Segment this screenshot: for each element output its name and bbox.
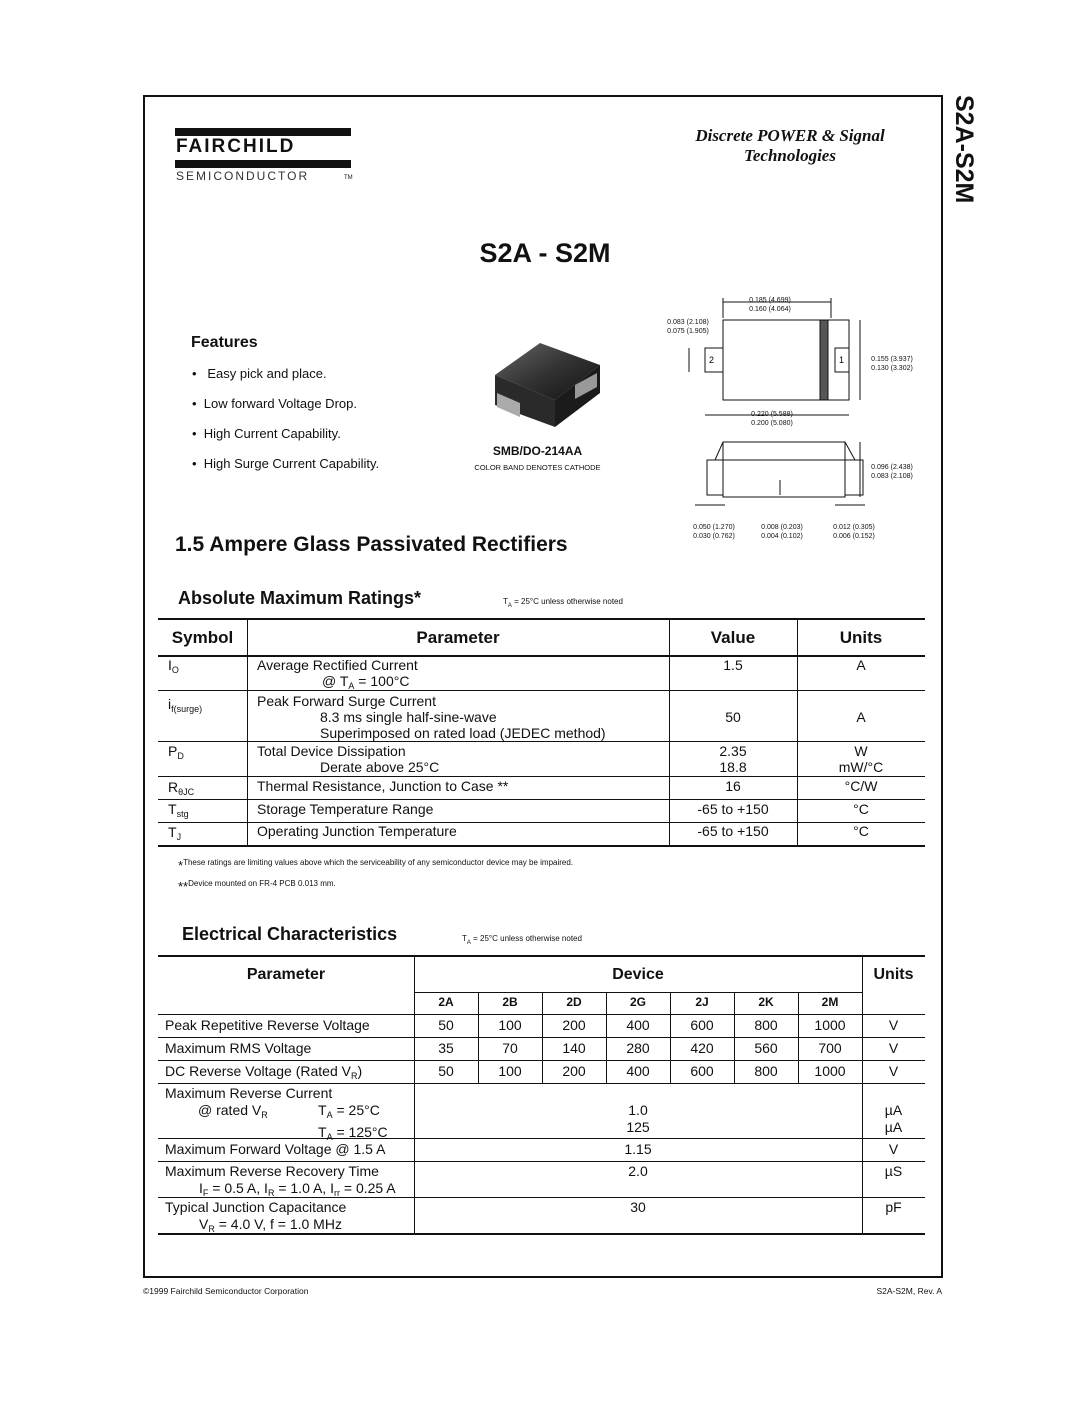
feature-text: High Current Capability. xyxy=(203,426,341,441)
param-sub: A xyxy=(326,1132,333,1142)
elec-condition xyxy=(462,934,582,946)
dim-text: 0.006 (0.152) xyxy=(833,533,875,540)
logo-sub: SEMICONDUCTOR xyxy=(176,169,310,183)
table-rule xyxy=(414,992,862,993)
value-cell: -65 to +150 xyxy=(697,801,769,817)
dim-text: 0.160 (4.064) xyxy=(749,306,791,313)
feature-text: Low forward Voltage Drop. xyxy=(203,396,357,411)
sym: T xyxy=(168,824,177,840)
table-rule xyxy=(158,799,925,800)
param-cell xyxy=(165,1085,388,1146)
value-cell: 1.5 xyxy=(723,657,743,673)
list-item: • High Surge Current Capability. xyxy=(192,456,380,471)
value-line: 1.0 xyxy=(628,1102,648,1118)
tagline xyxy=(660,126,920,166)
units-cell: A xyxy=(856,709,866,725)
col-header-units: Units xyxy=(873,966,914,983)
param-line: Derate above 25°C xyxy=(320,759,440,775)
dim-text: 0.083 (2.108) xyxy=(667,319,709,326)
part-title: S2A - S2M xyxy=(479,238,611,268)
footnote-2 xyxy=(178,879,336,894)
value-cell: 1000 xyxy=(814,1063,846,1079)
value-cell: 600 xyxy=(690,1063,714,1079)
dim-text: 0.004 (0.102) xyxy=(761,533,803,540)
units-cell: V xyxy=(888,1063,899,1079)
dim-lead-length xyxy=(688,523,740,541)
dim-text: 0.083 (2.108) xyxy=(871,473,913,480)
tagline-line2: Technologies xyxy=(744,146,836,165)
units-cell: V xyxy=(888,1040,899,1056)
value-line: 2.35 xyxy=(719,743,747,759)
col-header-parameter: Parameter xyxy=(246,966,326,983)
param-part: @ rated V xyxy=(198,1102,262,1118)
note-text: These ratings are limiting values above which the serviceability of any semiconductor device may be impaired. xyxy=(183,858,574,867)
value-cell: 1000 xyxy=(814,1017,846,1033)
value-cell: 35 xyxy=(438,1040,454,1056)
param-line: Peak Forward Surge Current xyxy=(257,693,436,709)
value-cell: 100 xyxy=(498,1017,522,1033)
symbol-cell xyxy=(168,824,181,842)
param-line: Average Rectified Current xyxy=(257,657,418,673)
value-cell: 100 xyxy=(498,1063,522,1079)
dim-text: 0.155 (3.937) xyxy=(871,356,913,363)
param-part: T xyxy=(318,1102,327,1118)
units-line: W xyxy=(854,743,868,759)
temp-cond-1 xyxy=(318,1102,380,1124)
logo-bar-top xyxy=(175,128,351,136)
device-header: 2K xyxy=(758,995,774,1009)
note-mark: * xyxy=(178,858,184,873)
units-cell: pF xyxy=(885,1199,902,1215)
value-cell: 280 xyxy=(626,1040,650,1056)
table-rule xyxy=(158,845,925,847)
col-header-symbol: Symbol xyxy=(171,628,234,647)
param-part: = 25°C xyxy=(332,1102,380,1118)
dim-lead-thickness xyxy=(826,523,882,541)
value-cell: 70 xyxy=(502,1040,518,1056)
side-title-text: S2A-S2M xyxy=(950,95,978,204)
units-cell: A xyxy=(856,657,866,673)
symbol-cell xyxy=(168,779,194,797)
table-rule xyxy=(158,776,925,777)
symbol-cell xyxy=(168,696,202,714)
dim-text: 0.050 (1.270) xyxy=(693,524,735,531)
cond-sub: A xyxy=(466,940,471,946)
value-cell: 30 xyxy=(630,1199,646,1215)
value-line: 18.8 xyxy=(719,759,747,775)
value-cell: 2.0 xyxy=(628,1163,648,1179)
param-part: = 0.5 A, I xyxy=(208,1180,268,1196)
cond-t: T xyxy=(462,934,467,943)
sym: P xyxy=(168,743,178,759)
dim-height-right xyxy=(862,355,922,373)
table-rule xyxy=(158,1161,925,1162)
symbol-cell xyxy=(168,801,189,819)
symbol-cell xyxy=(168,743,184,761)
param-sub: A xyxy=(348,681,355,691)
pin-1-label: 1 xyxy=(839,355,845,365)
cond-rest: = 25°C unless otherwise noted xyxy=(470,934,582,943)
value-cell: 50 xyxy=(725,709,741,725)
param-line: Typical Junction Capacitance xyxy=(165,1199,347,1215)
value-cell: 560 xyxy=(754,1040,778,1056)
table-rule xyxy=(158,618,925,620)
param-sub: R xyxy=(267,1188,275,1198)
value-cell: 420 xyxy=(690,1040,714,1056)
param-sub: R xyxy=(208,1224,215,1234)
value-cell: 50 xyxy=(438,1063,454,1079)
dim-text: 0.012 (0.305) xyxy=(833,524,875,531)
value-cell: 16 xyxy=(725,778,741,794)
dim-text: 0.096 (2.438) xyxy=(871,464,913,471)
value-cell: 200 xyxy=(562,1063,586,1079)
sym-sub: D xyxy=(177,751,184,761)
param-line: Maximum Reverse Current xyxy=(165,1085,333,1101)
section-subtitle: 1.5 Ampere Glass Passivated Rectifiers xyxy=(175,533,568,556)
package-note: COLOR BAND DENOTES CATHODE xyxy=(474,463,601,472)
param-cell xyxy=(257,693,606,741)
param-part: = 4.0 V, f = 1.0 MHz xyxy=(214,1216,342,1232)
param-cell xyxy=(257,743,439,775)
param-line: Maximum Reverse Recovery Time xyxy=(165,1163,379,1179)
param-cell xyxy=(257,657,418,694)
param-line: Superimposed on rated load (JEDEC method) xyxy=(320,725,606,741)
param-cell xyxy=(165,1163,396,1202)
dim-length xyxy=(712,410,832,428)
list-item: • Easy pick and place. xyxy=(192,366,327,381)
param-line xyxy=(165,1216,346,1238)
side-part-title xyxy=(945,95,981,295)
symbol-cell xyxy=(168,657,179,675)
dim-text: 0.185 (4.699) xyxy=(749,297,791,304)
pin-2-label: 2 xyxy=(709,355,715,365)
param-part: V xyxy=(199,1216,209,1232)
value-cell: 800 xyxy=(754,1063,778,1079)
dim-text: 0.130 (3.302) xyxy=(871,365,913,372)
elec-heading: Electrical Characteristics xyxy=(182,924,398,944)
device-header: 2G xyxy=(629,995,646,1009)
sym-sub: stg xyxy=(176,809,189,819)
param-line: 8.3 ms single half-sine-wave xyxy=(320,709,497,725)
param-part: @ T xyxy=(322,673,349,689)
dim-width-top xyxy=(700,296,840,314)
footer-revision: S2A-S2M, Rev. A xyxy=(876,1286,942,1296)
table-rule xyxy=(158,955,925,957)
units-cell: °C/W xyxy=(844,778,878,794)
units-line: mW/°C xyxy=(838,759,884,775)
param-cell: Storage Temperature Range xyxy=(257,801,434,817)
dim-text: 0.220 (5.588) xyxy=(751,411,793,418)
value-cell: 1.15 xyxy=(624,1141,652,1157)
tagline-line1: Discrete POWER & Signal xyxy=(695,126,885,145)
sym: i xyxy=(168,696,172,712)
dim-thickness xyxy=(862,463,922,481)
units-cell: V xyxy=(888,1141,899,1157)
units-cell: V xyxy=(888,1017,899,1033)
param-cell xyxy=(165,1063,362,1081)
abs-max-condition xyxy=(503,597,623,609)
param-part: = 100°C xyxy=(354,673,410,689)
device-header: 2J xyxy=(695,995,709,1009)
value-cell: 600 xyxy=(690,1017,714,1033)
param-line xyxy=(165,1102,388,1124)
param-line: Total Device Dissipation xyxy=(257,743,406,759)
logo-bar-bottom xyxy=(175,160,351,168)
param-part: = 1.0 A, I xyxy=(274,1180,334,1196)
param-cell: Operating Junction Temperature xyxy=(257,823,457,839)
logo-tm: TM xyxy=(344,175,353,181)
col-header-value: Value xyxy=(710,628,756,647)
value-cell: 700 xyxy=(818,1040,842,1056)
value-cell: 200 xyxy=(562,1017,586,1033)
table-rule xyxy=(158,741,925,742)
dim-text: 0.008 (0.203) xyxy=(761,524,803,531)
dim-text: 0.075 (1.905) xyxy=(667,328,709,335)
param-cell: Thermal Resistance, Junction to Case ** xyxy=(257,778,509,794)
table-col-rule xyxy=(247,618,248,846)
col-header-units: Units xyxy=(839,628,883,647)
cond-rest: = 25°C unless otherwise noted xyxy=(511,597,623,606)
sym-sub: O xyxy=(171,665,179,675)
sym: I xyxy=(168,657,172,673)
sym: T xyxy=(168,801,177,817)
param-part: ) xyxy=(357,1063,363,1079)
param-part: = 0.25 A xyxy=(339,1180,396,1196)
value-cell: 800 xyxy=(754,1017,778,1033)
units-line: µA xyxy=(884,1119,903,1135)
cond-t: T xyxy=(503,597,508,606)
table-col-rule xyxy=(862,955,863,1234)
device-header: 2D xyxy=(566,995,582,1009)
value-cell: 140 xyxy=(562,1040,586,1056)
list-item: • High Current Capability. xyxy=(192,426,341,441)
logo-name: FAIRCHILD xyxy=(176,136,296,157)
device-header: 2B xyxy=(502,995,518,1009)
value-cell: 400 xyxy=(626,1063,650,1079)
dim-standoff xyxy=(752,523,812,541)
list-item: • Low forward Voltage Drop. xyxy=(192,396,357,411)
value-cell: 50 xyxy=(438,1017,454,1033)
param-cell xyxy=(165,1199,346,1238)
value-cell: -65 to +150 xyxy=(697,823,769,839)
sym-sub: θJC xyxy=(178,787,195,797)
param-part: T xyxy=(318,1124,327,1140)
units-cell: µS xyxy=(884,1163,903,1179)
param-cell: Maximum RMS Voltage xyxy=(165,1040,312,1056)
col-header-parameter: Parameter xyxy=(416,628,500,647)
note-mark: ** xyxy=(178,879,189,894)
param-sub: rr xyxy=(333,1188,340,1198)
cond-sub: A xyxy=(507,603,512,609)
abs-max-heading: Absolute Maximum Ratings* xyxy=(178,588,422,608)
package-name: SMB/DO-214AA xyxy=(492,444,583,458)
feature-text: Easy pick and place. xyxy=(207,366,327,381)
sym: R xyxy=(168,779,179,795)
package-photo xyxy=(485,335,605,435)
dim-text: 0.030 (0.762) xyxy=(693,533,735,540)
param-sub: F xyxy=(202,1188,209,1198)
note-text: Device mounted on FR-4 PCB 0.013 mm. xyxy=(188,879,336,888)
dim-lead-left xyxy=(658,318,718,336)
units-cell: °C xyxy=(853,801,869,817)
footer-copyright: ©1999 Fairchild Semiconductor Corporation xyxy=(143,1286,309,1296)
value-cell xyxy=(414,1102,862,1136)
dim-text: 0.200 (5.080) xyxy=(751,420,793,427)
footnote-1 xyxy=(178,858,573,873)
col-header-device: Device xyxy=(612,966,664,983)
sym-sub: J xyxy=(176,832,182,842)
value-cell: 400 xyxy=(626,1017,650,1033)
param-sub: A xyxy=(326,1110,333,1120)
param-part: I xyxy=(199,1180,203,1196)
param-part: = 125°C xyxy=(332,1124,388,1140)
param-sub: R xyxy=(350,1071,358,1081)
device-header: 2M xyxy=(821,995,839,1009)
value-cell xyxy=(669,743,797,775)
param-cell: Peak Repetitive Reverse Voltage xyxy=(165,1017,370,1033)
param-line xyxy=(257,673,418,694)
device-header: 2A xyxy=(438,995,454,1009)
units-cell: °C xyxy=(853,823,869,839)
units-line: µA xyxy=(884,1102,903,1118)
sym-sub: f(surge) xyxy=(171,704,203,714)
units-cell xyxy=(862,1102,925,1136)
features-heading: Features xyxy=(191,334,258,351)
value-line: 125 xyxy=(626,1119,650,1135)
feature-text: High Surge Current Capability. xyxy=(203,456,380,471)
param-sub: R xyxy=(261,1110,268,1120)
units-cell xyxy=(797,743,925,775)
param-part: DC Reverse Voltage (Rated V xyxy=(165,1063,351,1079)
param-cell: Maximum Forward Voltage @ 1.5 A xyxy=(165,1141,386,1157)
